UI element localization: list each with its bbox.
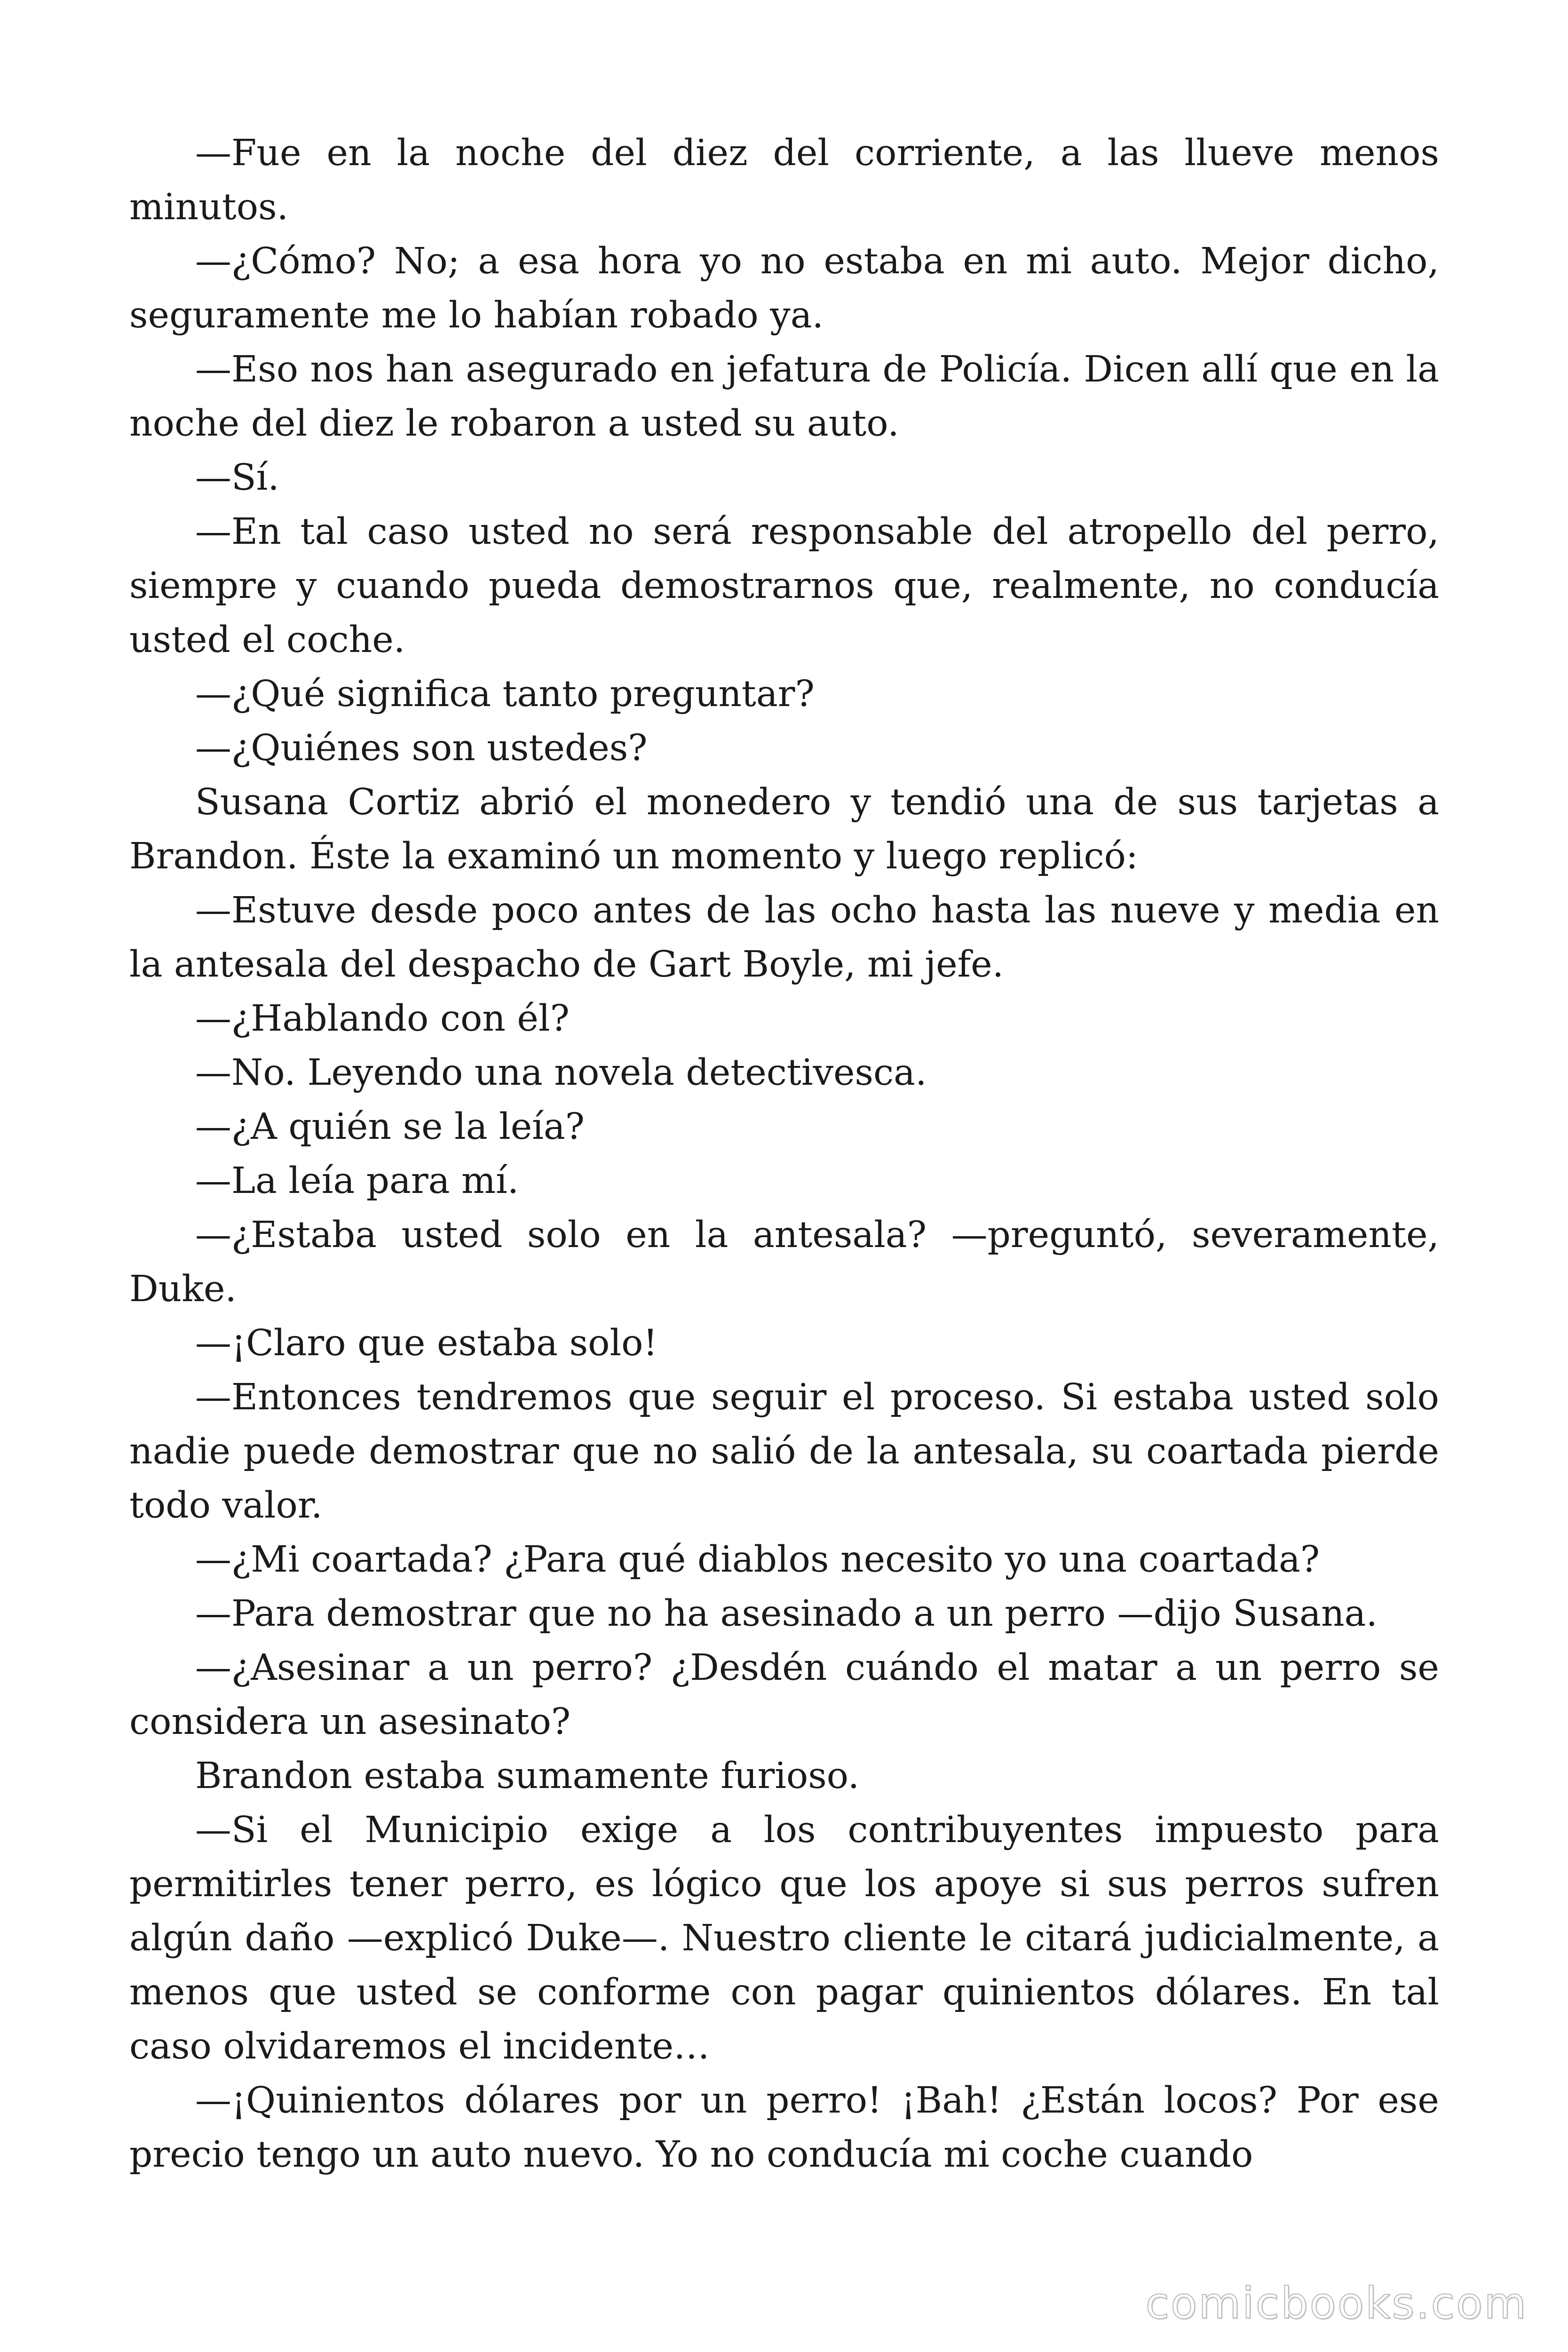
paragraph: —¿Hablando con él?	[195, 998, 570, 1040]
paragraph: —Eso nos han asegurado en jefatura de Policía. Dicen allí que en la noche del diez le robaron a usted su auto.	[129, 349, 1439, 445]
body-text	[129, 126, 1439, 2182]
paragraph: —¿Qué significa tanto preguntar?	[195, 673, 815, 715]
paragraph: —Sí.	[195, 457, 279, 499]
paragraph: Susana Cortiz abrió el monedero y tendió una de sus tarjetas a Brandon. Éste la examinó un momento y luego replicó:	[129, 781, 1439, 877]
paragraph: —No. Leyendo una novela detectivesca.	[195, 1052, 927, 1094]
paragraph: —En tal caso usted no será responsable del atropello del perro, siempre y cuando pueda demostrarnos que, realmente, no conducía usted el coche.	[129, 511, 1439, 661]
paragraph: —¿Estaba usted solo en la antesala? —preguntó, severamente, Duke.	[129, 1214, 1439, 1310]
paragraph: —¡Claro que estaba solo!	[195, 1322, 658, 1364]
paragraph: —¿Mi coartada? ¿Para qué diablos necesito yo una coartada?	[195, 1539, 1320, 1581]
paragraph: Brandon estaba sumamente furioso.	[195, 1755, 860, 1797]
paragraph: —¿Cómo? No; a esa hora yo no estaba en mi auto. Mejor dicho, seguramente me lo habían robado ya.	[129, 240, 1439, 336]
paragraph: —Entonces tendremos que seguir el proceso. Si estaba usted solo nadie puede demostrar que no salió de la antesala, su coartada pierde todo valor.	[129, 1376, 1439, 1526]
paragraph: —Fue en la noche del diez del corriente, a las llueve menos minutos.	[129, 132, 1439, 228]
paragraph: —¿Asesinar a un perro? ¿Desdén cuándo el matar a un perro se considera un asesinato?	[129, 1647, 1439, 1743]
paragraph: —¡Quinientos dólares por un perro! ¡Bah! ¿Están locos? Por ese precio tengo un auto nuevo. Yo no conducía mi coche cuando	[129, 2080, 1439, 2176]
paragraph: —La leía para mí.	[195, 1160, 519, 1202]
paragraph: —Si el Municipio exige a los contribuyentes impuesto para permitirles tener perro, es lógico que los apoye si sus perros sufren algún daño —explicó Duke—. Nuestro cliente le citará judicialmente, a menos que usted se conforme con pagar quinientos dólares. En tal caso olvidaremos el incidente…	[129, 1809, 1439, 2067]
watermark: comicbooks.com	[1145, 2278, 1528, 2328]
paragraph: —Estuve desde poco antes de las ocho hasta las nueve y media en la antesala del despacho de Gart Boyle, mi jefe.	[129, 890, 1439, 985]
paragraph: —¿Quiénes son ustedes?	[195, 727, 648, 769]
paragraph: —¿A quién se la leía?	[195, 1106, 585, 1148]
paragraph: —Para demostrar que no ha asesinado a un perro —dijo Susana.	[195, 1593, 1378, 1635]
